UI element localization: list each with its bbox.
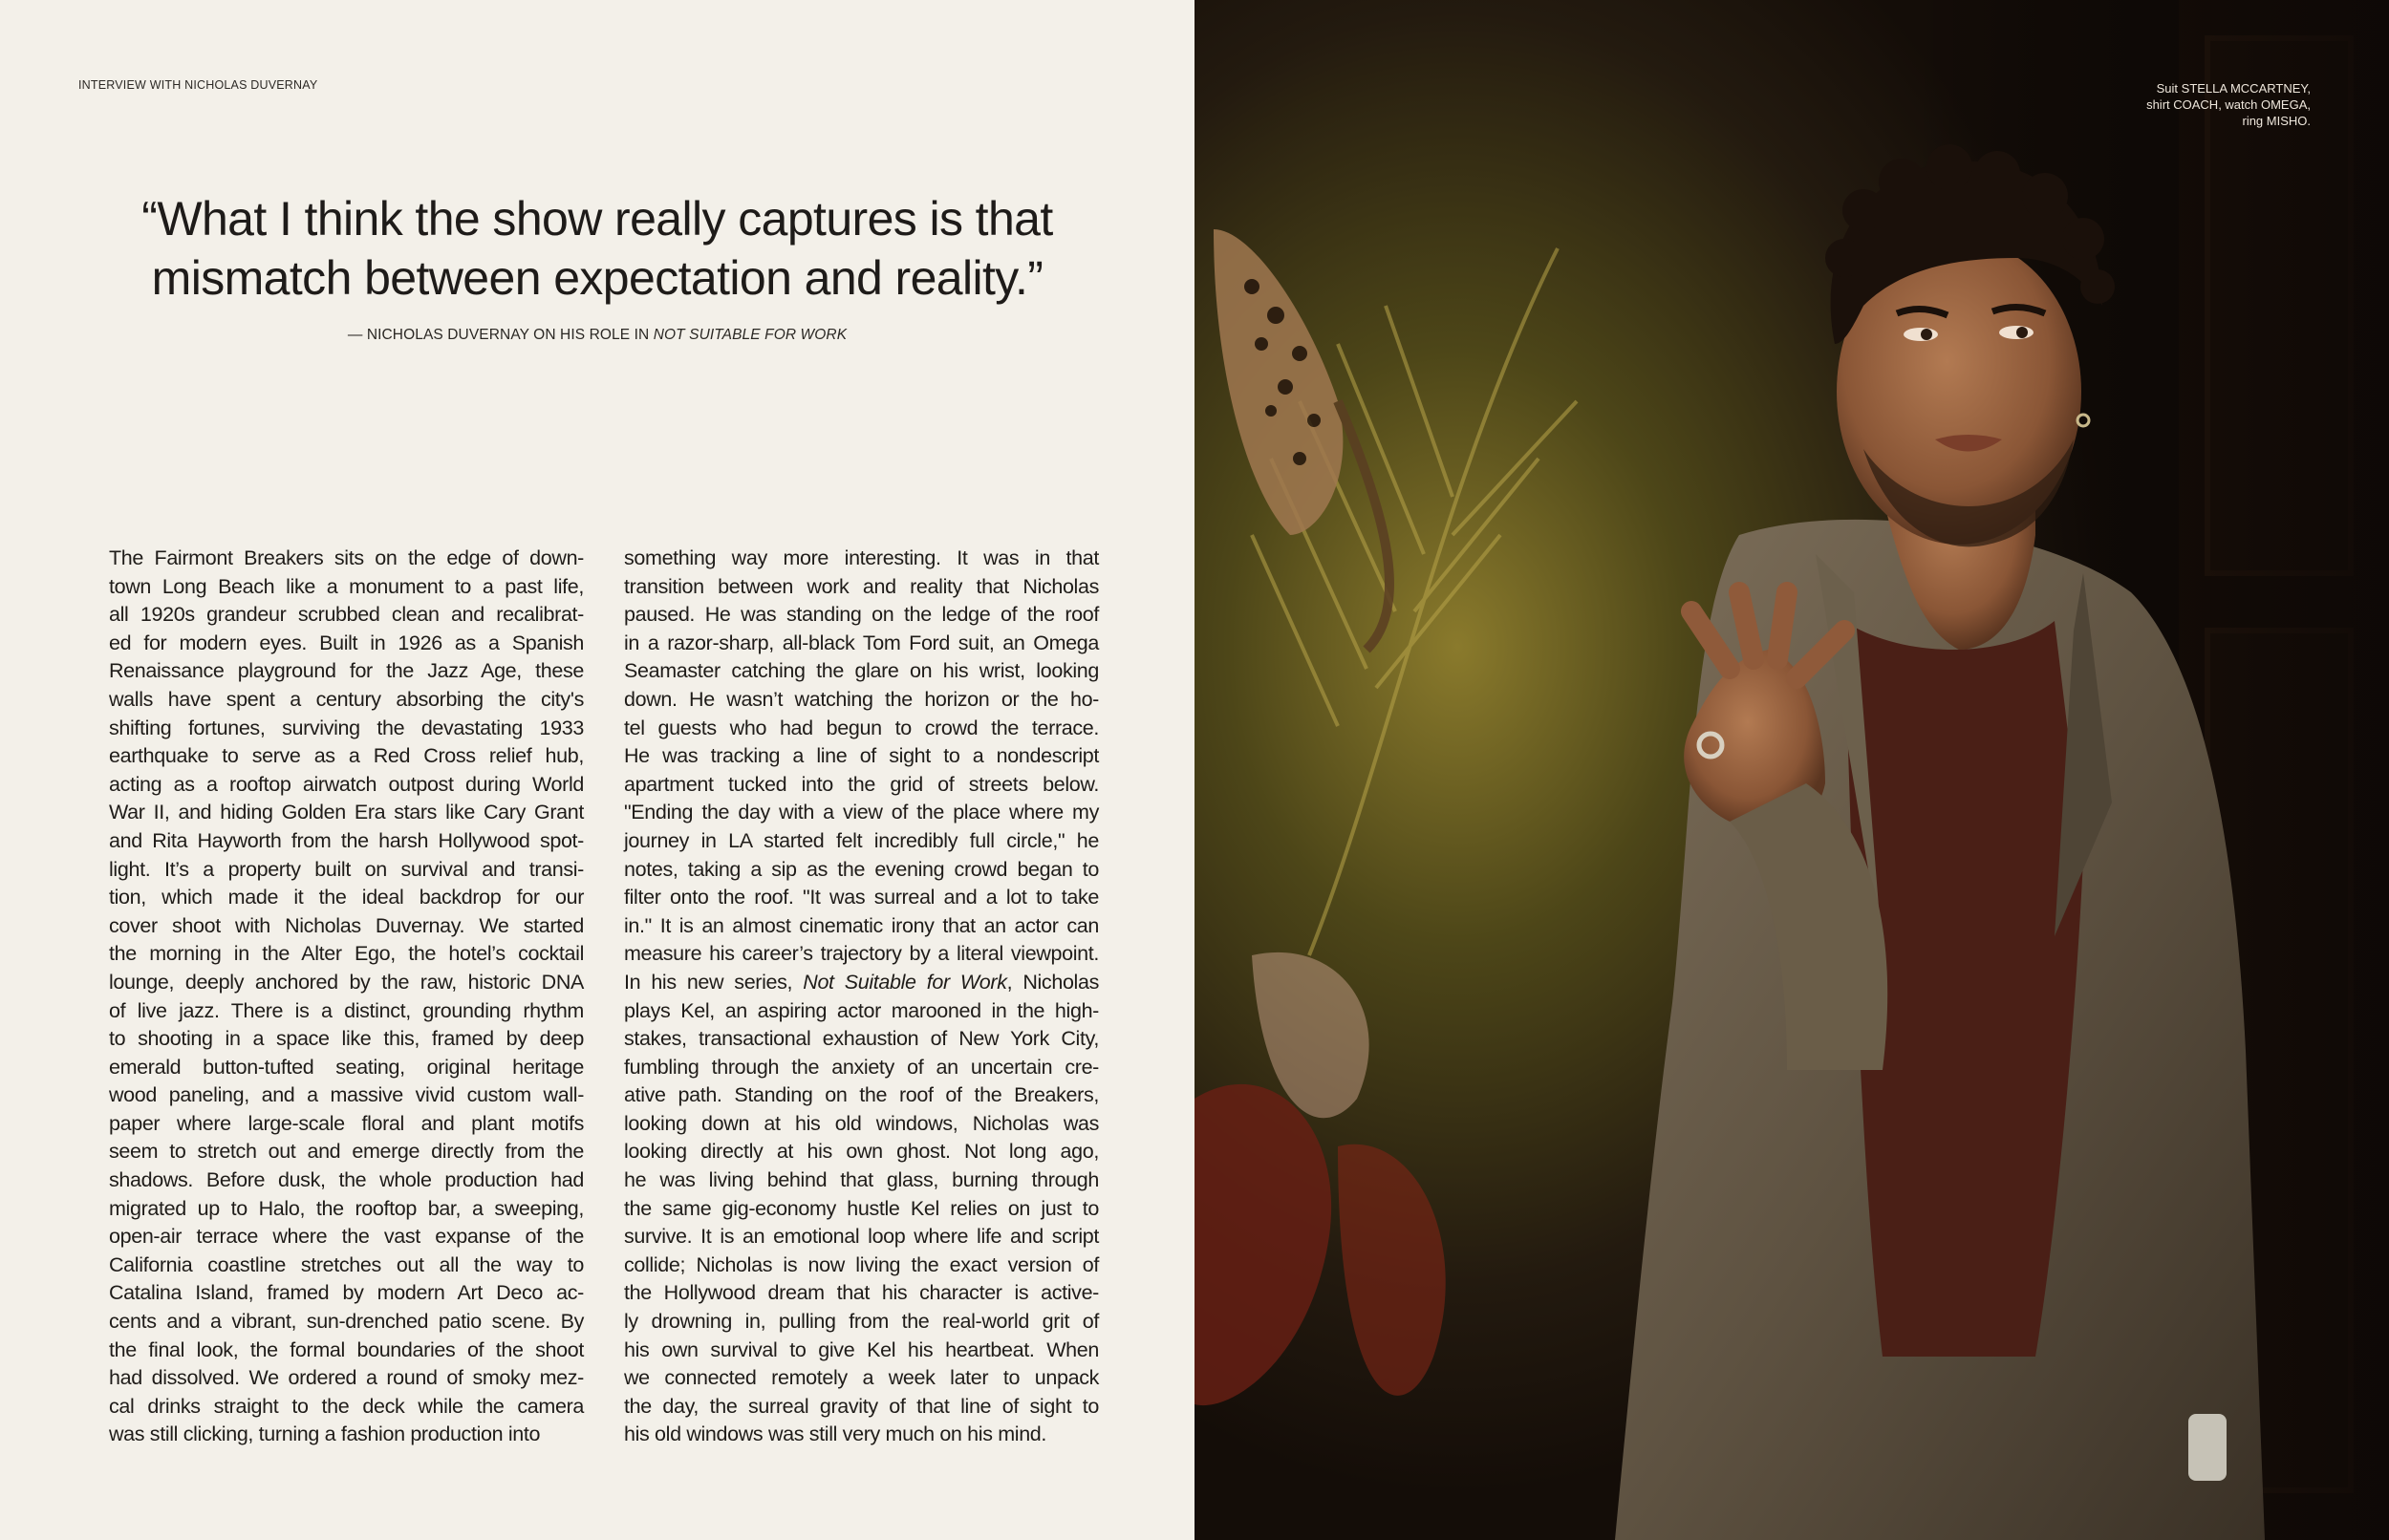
column-line: filter onto the roof. "It was surreal and a lot to take: [624, 886, 1099, 909]
column-line: migrated up to Halo, the rooftop bar, a sweeping,: [109, 1196, 584, 1220]
column-line: transition between work and reality that Nicholas: [624, 574, 1099, 598]
column-line: was still clicking, turning a fashion production into: [109, 1422, 541, 1446]
column-line: journey in LA started felt incredibly full circle," he: [624, 828, 1099, 852]
column-line: cover shoot with Nicholas Duvernay. We started: [109, 913, 584, 937]
column-line: wood paneling, and a massive vivid custom wall-: [109, 1083, 584, 1107]
column-line: the same gig-economy hustle Kel relies on just to: [624, 1196, 1099, 1220]
column-line: open-air terrace where the vast expanse of the: [109, 1225, 584, 1249]
portrait-illustration: [1194, 0, 2389, 1540]
credit-line: shirt COACH, watch OMEGA,: [2146, 97, 2311, 112]
column-line: shadows. Before dusk, the whole production had: [109, 1168, 584, 1192]
column-line: Seamaster catching the glare on his wrist, looking: [624, 659, 1099, 683]
column-line: he was living behind that glass, burning through: [624, 1168, 1099, 1192]
column-line: looking directly at his own ghost. Not long ago,: [624, 1140, 1099, 1164]
column-line: in." It is an almost cinematic irony that an actor can: [624, 913, 1099, 937]
column-line: the final look, the formal boundaries of the shoot: [109, 1337, 584, 1361]
column-line: He was tracking a line of sight to a nondescript: [624, 744, 1099, 768]
column-line: measure his career’s trajectory by a literal viewpoint.: [624, 942, 1099, 966]
series-title: Not Suitable for Work: [803, 970, 1007, 994]
text-run: In his new series,: [624, 970, 804, 994]
column-line: the Hollywood dream that his character is active-: [624, 1281, 1099, 1305]
column-line: his old windows was still very much on his mind.: [624, 1422, 1047, 1446]
pull-quote: [115, 189, 1080, 308]
column-line: we connected remotely a week later to unpack: [624, 1366, 1099, 1390]
credit-line: Suit STELLA MCCARTNEY,: [2156, 81, 2311, 96]
column-line: to shooting in a space like this, framed by deep: [109, 1027, 584, 1051]
attribution-prefix: — NICHOLAS DUVERNAY ON HIS ROLE IN: [347, 327, 654, 343]
column-line: tion, which made it the ideal backdrop for our: [109, 886, 584, 909]
column-line: town Long Beach like a monument to a past life,: [109, 574, 584, 598]
column-line: ative path. Standing on the roof of the Breakers,: [624, 1083, 1099, 1107]
pull-quote-line: “What I think the show really captures is that: [141, 192, 1053, 246]
column-line: had dissolved. We ordered a round of smoky mez-: [109, 1366, 584, 1390]
column-line: survive. It is an emotional loop where life and script: [624, 1225, 1099, 1249]
column-line: the day, the surreal gravity of that line of sight to: [624, 1394, 1099, 1418]
column-line: ed for modern eyes. Built in 1926 as a Spanish: [109, 631, 584, 654]
column-line: "Ending the day with a view of the place where my: [624, 801, 1099, 824]
column-line: War II, and hiding Golden Era stars like Cary Grant: [109, 801, 584, 824]
column-line: Catalina Island, framed by modern Art Deco ac-: [109, 1281, 584, 1305]
column-line: tel guests who had begun to crowd the terrace.: [624, 716, 1099, 739]
column-line: of live jazz. There is a distinct, grounding rhythm: [109, 998, 584, 1022]
column-line: earthquake to serve as a Red Cross relief hub,: [109, 744, 584, 768]
column-line: paused. He was standing on the ledge of the roof: [624, 603, 1099, 627]
left-page: [0, 0, 1194, 1540]
column-line: looking down at his old windows, Nicholas was: [624, 1111, 1099, 1135]
column-line: fumbling through the anxiety of an uncertain cre-: [624, 1055, 1099, 1079]
column-line: cal drinks straight to the deck while the camera: [109, 1394, 584, 1418]
column-line: stakes, transactional exhaustion of New York City,: [624, 1027, 1099, 1051]
column-line: lounge, deeply anchored by the raw, historic DNA: [109, 970, 584, 994]
column-line: California coastline stretches out all the way to: [109, 1252, 584, 1276]
quote-attribution: [0, 327, 1194, 344]
column-line: paper where large-scale floral and plant motifs: [109, 1111, 584, 1135]
column-line: acting as a rooftop airwatch outpost during World: [109, 772, 584, 796]
column-line: emerald button-tufted seating, original heritage: [109, 1055, 584, 1079]
column-line: in a razor-sharp, all-black Tom Ford suit, an Omega: [624, 631, 1099, 654]
column-line: all 1920s grandeur scrubbed clean and recalibrat-: [109, 603, 584, 627]
column-line: ly drowning in, pulling from the real-world grit of: [624, 1310, 1099, 1334]
text-run: , Nicholas: [1006, 970, 1099, 994]
portrait-photo: [1194, 0, 2389, 1540]
pull-quote-line: mismatch between expectation and reality.”: [151, 251, 1044, 305]
column-line: plays Kel, an aspiring actor marooned in the high-: [624, 998, 1099, 1022]
column-line: Renaissance playground for the Jazz Age, these: [109, 659, 584, 683]
column-line: down. He wasn’t watching the horizon or the ho-: [624, 687, 1099, 711]
column-line: seem to stretch out and emerge directly from the: [109, 1140, 584, 1164]
column-line: something way more interesting. It was in that: [624, 546, 1099, 569]
article-column-2: [624, 545, 1099, 1449]
column-line: light. It’s a property built on survival and transi-: [109, 857, 584, 881]
column-line: notes, taking a sip as the evening crowd began to: [624, 857, 1099, 881]
column-line: apartment tucked into the grid of streets below.: [624, 772, 1099, 796]
column-line: the morning in the Alter Ego, the hotel’s cocktail: [109, 942, 584, 966]
column-line: shifting fortunes, surviving the devastating 1933: [109, 716, 584, 739]
column-line: collide; Nicholas is now living the exact version of: [624, 1252, 1099, 1276]
fashion-credit: [2062, 80, 2311, 129]
column-line: and Rita Hayworth from the harsh Hollywood spot-: [109, 828, 584, 852]
column-line: walls have spent a century absorbing the city's: [109, 687, 584, 711]
article-column-1: [109, 545, 584, 1449]
column-line: The Fairmont Breakers sits on the edge of down-: [109, 546, 584, 569]
attribution-show-title: NOT SUITABLE FOR WORK: [653, 327, 848, 343]
column-line: [624, 969, 1099, 997]
column-line: his own survival to give Kel his heartbeat. When: [624, 1337, 1099, 1361]
running-head: INTERVIEW WITH NICHOLAS DUVERNAY: [78, 78, 318, 92]
column-line: cents and a vibrant, sun-drenched patio scene. By: [109, 1310, 584, 1334]
credit-line: ring MISHO.: [2242, 114, 2311, 128]
